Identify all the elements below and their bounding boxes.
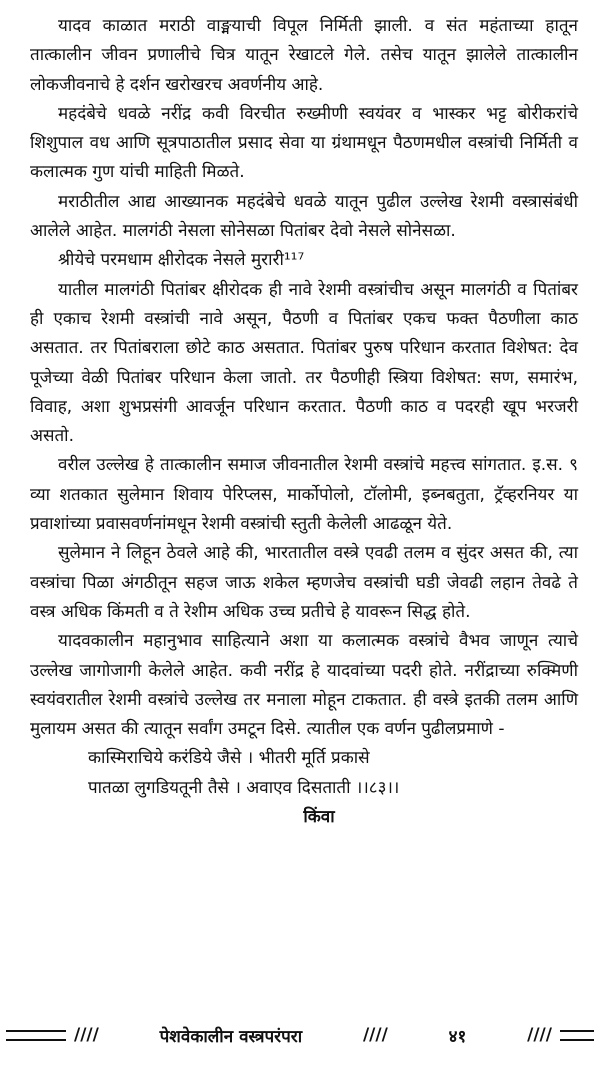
footer-content	[74, 1024, 552, 1047]
verse-line-1: कास्मिराचिये करंडिये जैसे । भीतरी मूर्ति प्रकासे	[88, 748, 370, 769]
paragraph-4-citation-line: श्रीयेचे परमधाम क्षीरोदक नेसले मुरारी¹¹⁷	[58, 250, 305, 271]
paragraph-7: सुलेमान ने लिहून ठेवले आहे की, भारतातील वस्त्रे एवढी तलम व सुंदर असत की, त्या वस्त्रांचा पिळा अंगठीतून सहज जाऊ शकेल म्हणजेच वस्त्रांची घडी जेवढी लहान तेवढे ते वस्त्र अधिक किंमती व ते रेशीम अधिक उच्च प्रतीचे हे यावरून सिद्ध होते.	[30, 543, 578, 622]
footer-bars-middle: ////	[362, 1025, 388, 1045]
paragraph-5: यातील मालगंठी पितांबर क्षीरोदक ही नावे रेशमी वस्त्रांचीच असून मालगंठी व पितांबर ही एकाच रेशमी वस्त्रांची नावे असून, पैठणी व पितांबर एकच फक्त पैठणीला काठ असतात. तर पितांबराला छोटे काठ असतात. पितांबर पुरुष परिधान करतात विशेषत: देव पूजेच्या वेळी पितांबर परिधान केला जातो. तर पैठणीही स्त्रिया विशेषत: सण, समारंभ, विवाह, अशा शुभप्रसंगी आवर्जून परिधान करतात. पैठणी काठ व पदरही खूप भरजरी असतो.	[30, 279, 578, 447]
body-text	[30, 12, 578, 832]
paragraph-6: वरील उल्लेख हे तात्कालीन समाज जीवनातील रेशमी वस्त्रांचे महत्त्व सांगतात. इ.स. ९ व्या शतकात सुलेमान शिवाय पेरिप्लस, मार्कोपोलो, टॉलोमी, इब्नबतुता, ट्रॅव्हरनियर या प्रवाशांच्या प्रवासवर्णनांमधून रेशमी वस्त्रांची स्तुती केलेली आढळून येते.	[30, 455, 578, 535]
verse-line-2: पातळा लुगडियतूनी तैसे । अवाएव दिसताती ।।८३।।	[88, 777, 400, 798]
footer-double-rule-right	[560, 1030, 594, 1041]
closing-word: किंवा	[303, 807, 335, 828]
page-number: ४१	[448, 1026, 467, 1047]
paragraph-8: यादवकालीन महानुभाव साहित्याने अशा या कलात्मक वस्त्रांचे वैभव जाणून त्याचे उल्लेख जागोजागी केलेले आहेत. कवी नरींद्र हे यादवांच्या पदरी होते. नरींद्राच्या रुक्मिणी स्वयंवरातील रेशमी वस्त्रांचे उल्लेख तर मनाला मोहून टाकतात. ही वस्त्रे इतकी तलम आणि मुलायम असत की त्यातून सर्वांग उमटून दिसे. त्यातील एक वर्णन पुढीलप्रमाणे -	[30, 631, 578, 740]
footer-bars-left: ////	[74, 1025, 99, 1045]
paragraph-1: यादव काळात मराठी वाङ्मयाची विपूल निर्मिती झाली. व संत महंताच्या हातून तात्कालीन जीवन प्रणालीचे चित्र यातून रेखाटले गेले. तसेच यातून झालेले तात्कालीन लोकजीवनाचे हे दर्शन खरोखरच अवर्णनीय आहे.	[30, 16, 578, 95]
footer-bars-right: ////	[527, 1025, 552, 1045]
page-footer	[6, 1018, 594, 1052]
footer-double-rule-left	[6, 1030, 66, 1041]
paragraph-3: मराठीतील आद्य आख्यानक महदंबेचे धवळे यातून पुढील उल्लेख रेशमी वस्त्रासंबंधी आलेले आहेत. मालगंठी नेसला सोनेसळा पितांबर देवो नेसले सोनेसळा.	[30, 191, 578, 242]
paragraph-2: महदंबेचे धवळे नरींद्र कवी विरचीत रुख्मीणी स्वयंवर व भास्कर भट्ट बोरीकरांचे शिशुपाल वध आणि सूत्रपाठातील प्रसाद सेवा या ग्रंथामधून पैठणमधील वस्त्रांची निर्मिती व कलात्मक गुण यांची माहिती मिळते.	[30, 103, 578, 183]
footer-book-title: पेशवेकालीन वस्त्रपरंपरा	[159, 1026, 303, 1047]
